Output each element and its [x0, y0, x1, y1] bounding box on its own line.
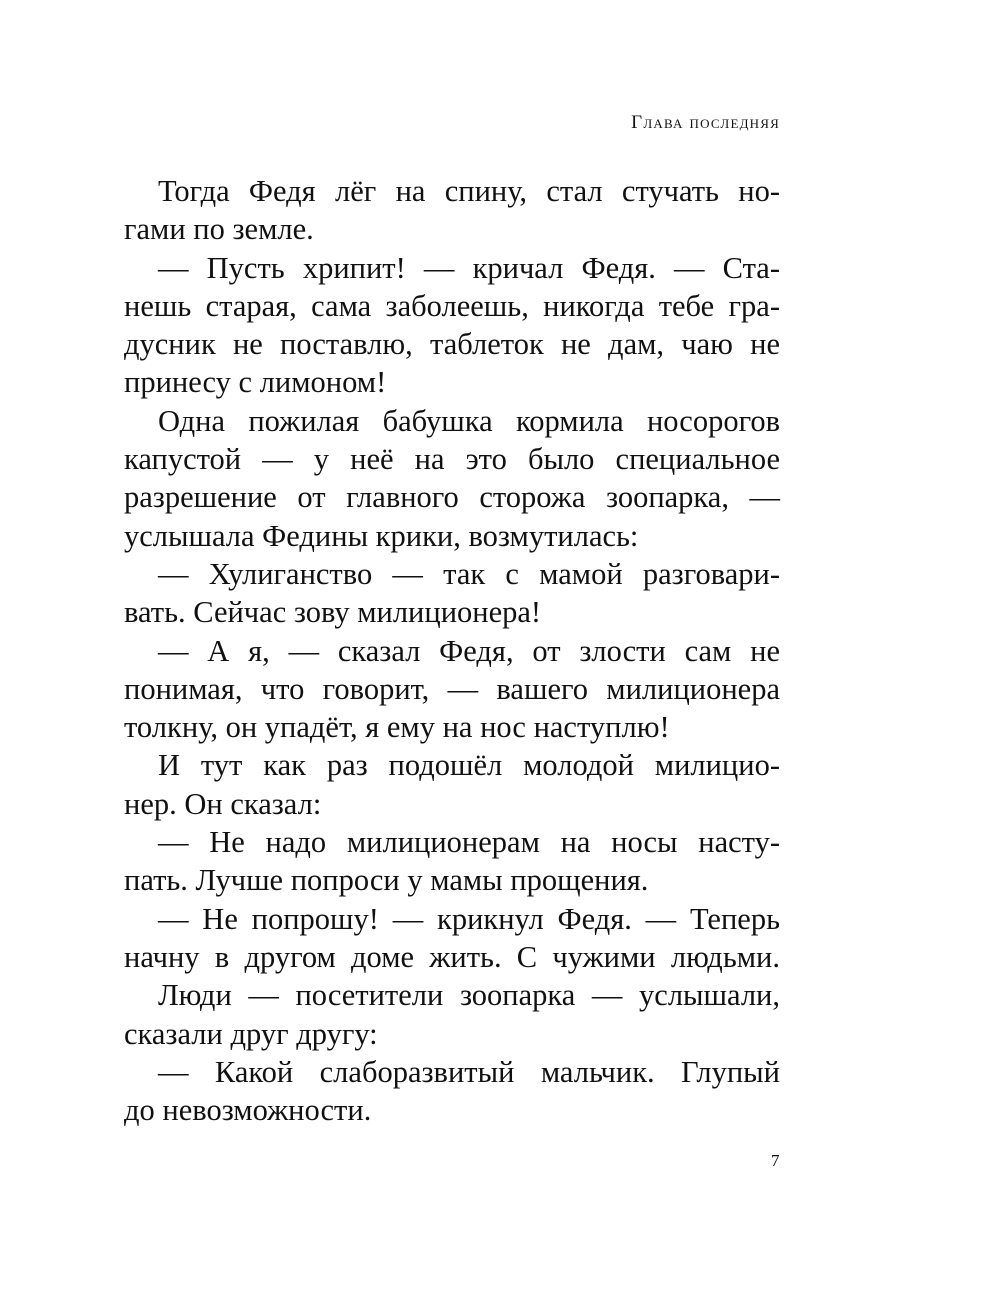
- text-line: нер. Он сказал:: [124, 786, 322, 821]
- text-line: принесу с лимоном!: [124, 365, 387, 400]
- text-line: — Хулиганство — так с мамой разговари-: [158, 556, 780, 591]
- paragraph: [124, 555, 780, 632]
- text-line: сказали друг другу:: [124, 1016, 378, 1051]
- paragraph: [124, 172, 780, 249]
- paragraph: [124, 746, 780, 823]
- paragraph: [124, 976, 780, 1053]
- text-line: дусник не поставлю, таблеток не дам, чаю не: [124, 327, 780, 362]
- text-line: гами по земле.: [124, 212, 314, 247]
- page-number: 7: [771, 1151, 780, 1170]
- text-line: — Не надо милиционерам на носы насту-: [158, 825, 780, 860]
- running-head: Глава последняя: [631, 112, 780, 133]
- text-line: — Не попрошу! — крикнул Федя. — Теперь: [158, 901, 780, 936]
- text-line: Тогда Федя лёг на спину, стал стучать но-: [158, 174, 780, 208]
- paragraph: [124, 900, 780, 977]
- text-line: понимая, что говорит, — вашего милиционера: [124, 671, 780, 706]
- text-line: — Пусть хрипит! — кричал Федя. — Ста-: [158, 250, 780, 285]
- text-line: начну в другом доме жить. С чужими людьми.: [124, 939, 780, 974]
- paragraph: [124, 402, 780, 555]
- text-line: Одна пожилая бабушка кормила носорогов: [158, 403, 780, 438]
- text-line: до невозможности.: [124, 1093, 372, 1128]
- paragraph: [124, 632, 780, 747]
- text-line: Люди — посетители зоопарка — услышали,: [158, 978, 780, 1013]
- paragraph: [124, 1053, 780, 1130]
- text-line: толкну, он упадёт, я ему на нос наступлю!: [124, 710, 670, 745]
- paragraph: [124, 823, 780, 900]
- text-line: услышала Федины крики, возмутилась:: [124, 518, 639, 553]
- paragraph: [124, 249, 780, 402]
- body-text: [124, 172, 780, 1129]
- text-line: И тут как раз подошёл молодой милицио-: [158, 748, 780, 783]
- text-line: пать. Лучше попроси у мамы прощения.: [124, 863, 649, 898]
- text-line: нешь старая, сама заболеешь, никогда тебе гра-: [124, 288, 780, 323]
- text-line: — А я, — сказал Федя, от злости сам не: [158, 633, 780, 668]
- text-line: вать. Сейчас зову милиционера!: [124, 595, 542, 630]
- text-line: — Какой слаборазвитый мальчик. Глупый: [158, 1054, 780, 1089]
- text-line: капустой — у неё на это было специальное: [124, 442, 780, 477]
- text-line: разрешение от главного сторожа зоопарка, —: [124, 480, 780, 515]
